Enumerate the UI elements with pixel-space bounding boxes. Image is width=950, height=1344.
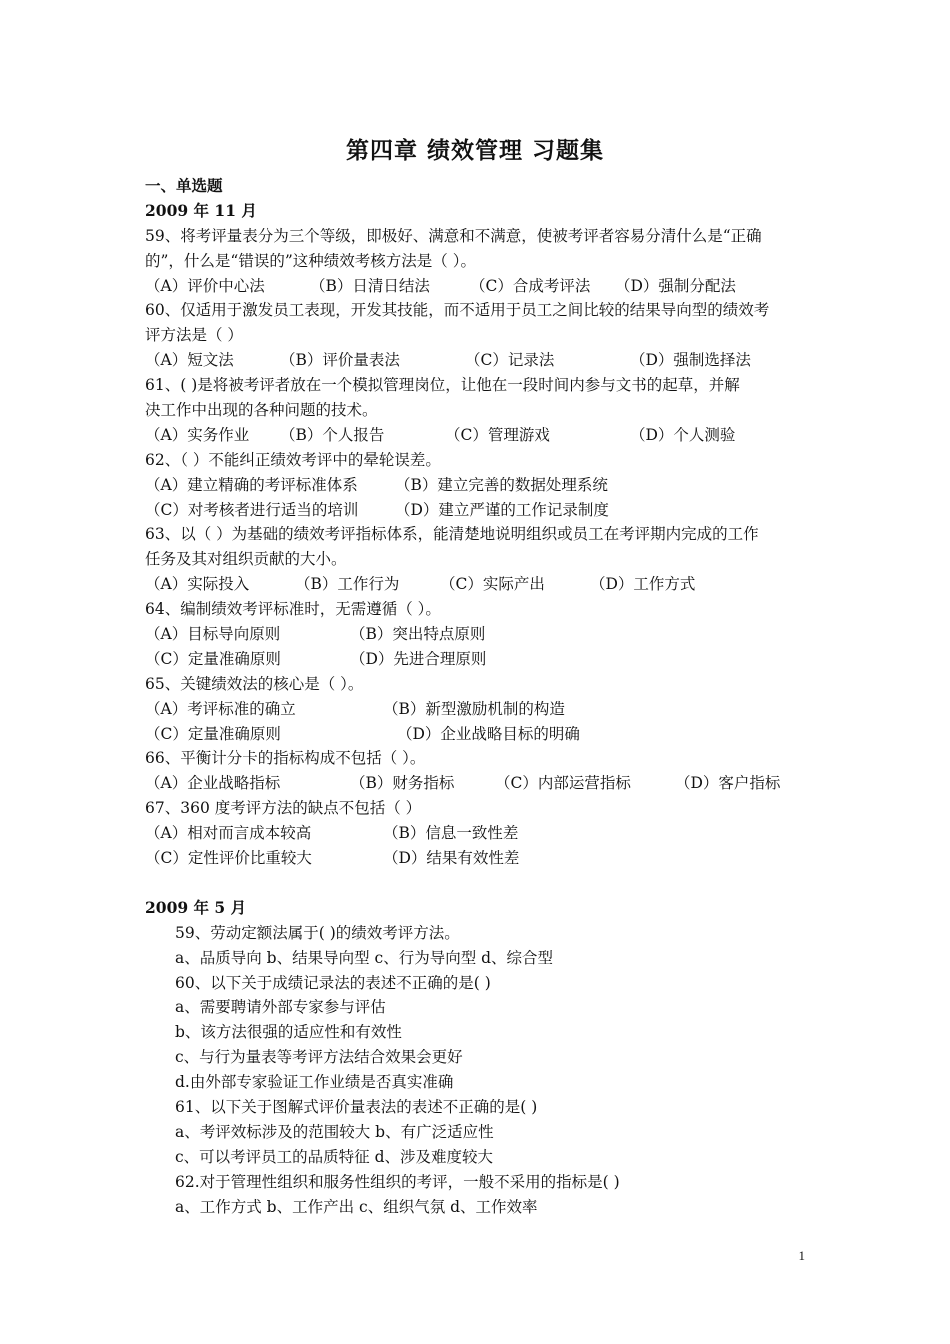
option-d: （D）客户指标	[675, 774, 781, 793]
page-number: 1	[798, 1248, 805, 1263]
option-a: （A）实际投入	[145, 575, 250, 594]
question-59-line-2: 的”，什么是“错误的”这种绩效考核方法是（ ）。	[145, 251, 476, 270]
question-63-line-2: 任务及其对组织贡献的大小。	[145, 550, 347, 569]
may-line: a、需要聘请外部专家参与评估	[175, 998, 386, 1017]
may-line: 61、以下关于图解式评价量表法的表述不正确的是( )	[175, 1097, 538, 1116]
page-title: 第四章 绩效管理 习题集	[345, 137, 604, 164]
question-61-options	[145, 423, 810, 448]
document-body	[145, 174, 810, 1219]
option-b: （B）个人报告	[280, 425, 385, 444]
option-b: （B）信息一致性差	[383, 824, 519, 843]
may-line: 62.对于管理性组织和服务性组织的考评，一般不采用的指标是( )	[175, 1172, 620, 1191]
question-61-line-1: 61、( )是将被考评者放在一个模拟管理岗位，让他在一段时间内参与文书的起草，并解	[145, 376, 740, 395]
date-heading-nov: 2009 年 11 月	[145, 200, 257, 220]
option-b: （B）突出特点原则	[350, 625, 486, 644]
option-c: （C）对考核者进行适当的培训	[145, 500, 359, 519]
option-b: （B）日清日结法	[310, 276, 430, 295]
option-c: （C）定量准确原则	[145, 724, 281, 743]
option-a: （A）企业战略指标	[145, 774, 281, 793]
question-66-line-1: 66、平衡计分卡的指标构成不包括（ ）。	[145, 749, 426, 768]
may-line: a、考评效标涉及的范围较大 b、有广泛适应性	[175, 1122, 494, 1141]
option-b: （B）财务指标	[350, 774, 455, 793]
question-64-options-row-1	[145, 622, 810, 647]
question-59-line-1: 59、将考评量表分为三个等级，即极好、满意和不满意，使被考评者容易分清什么是“正确	[145, 226, 762, 245]
option-c: （C）合成考评法	[470, 276, 591, 295]
may-line: b、该方法很强的适应性和有效性	[175, 1023, 402, 1042]
option-d: （D）强制选择法	[630, 351, 751, 370]
option-a: （A）建立精确的考评标准体系	[145, 475, 358, 494]
option-d: （D）建立严谨的工作记录制度	[395, 500, 609, 519]
question-67-options-row-2	[145, 846, 810, 871]
question-62-options-row-2	[145, 498, 810, 523]
option-c: （C）管理游戏	[445, 425, 550, 444]
option-c: （C）记录法	[465, 351, 555, 370]
question-66-options	[145, 771, 810, 796]
option-c: （C）定量准确原则	[145, 649, 281, 668]
option-a: （A）评价中心法	[145, 276, 265, 295]
may-line: a、工作方式 b、工作产出 c、组织气氛 d、工作效率	[175, 1197, 538, 1216]
question-65-options-row-2	[145, 722, 810, 747]
option-b: （B）建立完善的数据处理系统	[395, 475, 608, 494]
date-heading-may: 2009 年 5 月	[145, 897, 247, 917]
option-c: （C）定性评价比重较大	[145, 849, 312, 868]
option-c: （C）内部运营指标	[495, 774, 631, 793]
question-62-line-1: 62、（ ）不能纠正绩效考评中的晕轮误差。	[145, 450, 441, 469]
option-d: （D）企业战略目标的明确	[397, 724, 580, 743]
option-a: （A）目标导向原则	[145, 625, 281, 644]
question-63-line-1: 63、以（ ）为基础的绩效考评指标体系，能清楚地说明组织或员工在考评期内完成的工作	[145, 525, 759, 544]
may-line: d.由外部专家验证工作业绩是否真实准确	[175, 1073, 454, 1092]
question-61-line-2: 决工作中出现的各种问题的技术。	[145, 401, 378, 420]
option-d: （D）结果有效性差	[383, 849, 520, 868]
may-line: 59、劳动定额法属于( )的绩效考评方法。	[175, 923, 460, 942]
may-line: c、可以考评员工的品质特征 d、涉及难度较大	[175, 1147, 494, 1166]
option-a: （A）相对而言成本较高	[145, 824, 312, 843]
question-63-options	[145, 572, 810, 597]
option-a: （A）实务作业	[145, 425, 250, 444]
option-d: （D）个人测验	[630, 425, 736, 444]
may-line: 60、以下关于成绩记录法的表述不正确的是( )	[175, 973, 491, 992]
option-d: （D）工作方式	[590, 575, 696, 594]
question-60-line-1: 60、仅适用于激发员工表现，开发其技能，而不适用于员工之间比较的结果导向型的绩效考	[145, 301, 770, 320]
question-59-options	[145, 274, 810, 299]
question-62-options-row-1	[145, 473, 810, 498]
option-d: （D）强制分配法	[615, 276, 736, 295]
question-67-line-1: 67、360 度考评方法的缺点不包括（ ）	[145, 799, 422, 818]
question-65-options-row-1	[145, 697, 810, 722]
option-b: （B）工作行为	[295, 575, 400, 594]
option-a: （A）短文法	[145, 351, 234, 370]
question-67-options-row-1	[145, 821, 810, 846]
spacer	[145, 871, 810, 896]
option-c: （C）实际产出	[440, 575, 545, 594]
option-d: （D）先进合理原则	[350, 649, 487, 668]
option-b: （B）新型激励机制的构造	[383, 699, 565, 718]
question-65-line-1: 65、关键绩效法的核心是（ ）。	[145, 674, 364, 693]
option-b: （B）评价量表法	[280, 351, 400, 370]
question-60-options	[145, 348, 810, 373]
question-64-options-row-2	[145, 647, 810, 672]
option-a: （A）考评标准的确立	[145, 699, 296, 718]
may-line: c、与行为量表等考评方法结合效果会更好	[175, 1048, 463, 1067]
may-line: a、品质导向 b、结果导向型 c、行为导向型 d、综合型	[175, 948, 554, 967]
question-60-line-2: 评方法是（ ）	[145, 326, 243, 345]
section-heading: 一、单选题	[145, 176, 223, 195]
question-64-line-1: 64、编制绩效考评标准时，无需遵循（ ）。	[145, 600, 441, 619]
